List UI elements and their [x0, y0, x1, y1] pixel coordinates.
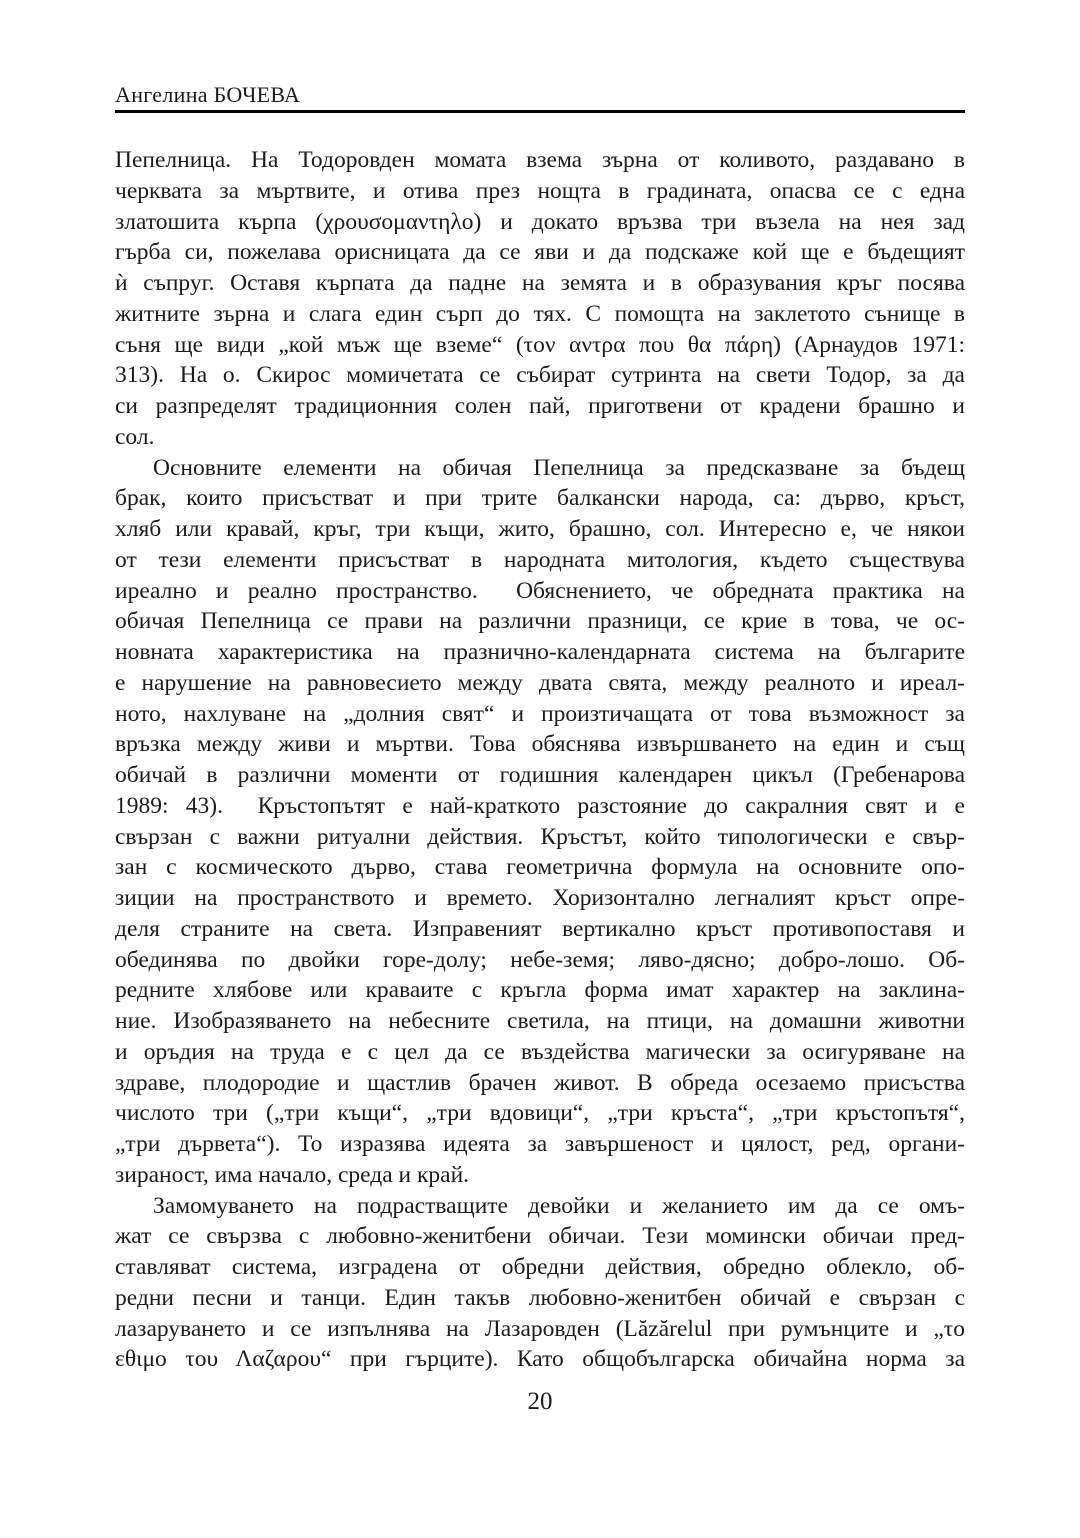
text-line: Основните елементи на обичая Пепелница за предсказване за бъдещ — [153, 454, 965, 481]
text-line: числото три („три къщи“, „три вдовици“, „три кръста“, „три кръстопътя“, — [115, 1100, 965, 1127]
text-line: връзка между живи и мъртви. Това обяснява извършването на един и същ — [115, 731, 965, 758]
text-line: обединява по двойки горе-долу; небе-земя; ляво-дясно; добро-лошо. Об- — [115, 946, 965, 973]
running-header-author: Ангелина БОЧЕВА — [115, 82, 301, 107]
text-line: и оръдия на труда е с цел да се въздейства магически за осигуряване на — [115, 1038, 965, 1065]
text-line: иреално и реално пространство. Обяснението, че обредната практика на — [115, 577, 965, 604]
text-line: здраве, плодородие и щастлив брачен живот. В обреда осезаемо присъства — [115, 1069, 965, 1096]
text-line: гърба си, пожелава орисницата да се яви и да подскаже кой ще е бъдещият — [115, 239, 965, 266]
text-line: свързан с важни ритуални действия. Кръстът, който типологически е свър- — [115, 823, 965, 850]
text-line: новната характеристика на празнично-календарната система на българите — [115, 639, 965, 665]
text-line: зан с космическото дърво, става геометрична формула на основните опо- — [115, 854, 965, 881]
text-line: е нарушение на равновесието между двата свята, между реалното и иреал- — [115, 669, 965, 696]
text-line: ното, нахлуване на „долния свят“ и произтичащата от това възможност за — [115, 700, 965, 727]
text-line: ставляват система, изградена от обредни действия, обредно облекло, об- — [115, 1254, 965, 1280]
text-line: обичая Пепелница се прави на различни празници, се крие в това, че ос- — [115, 608, 965, 635]
text-line: деля страните на света. Изправеният вертикално кръст противопоставя и — [115, 915, 965, 942]
text-line: зиции на пространството и времето. Хоризонтално легналият кръст опре- — [115, 885, 965, 911]
text-line: брак, които присъстват и при трите балкански народа, са: дърво, кръст, — [115, 485, 965, 512]
text-line: зираност, има начало, среда и край. — [115, 1161, 470, 1188]
text-line: житните зърна и слага един сърп до тях. С помощта на заклетото сънище в — [115, 300, 965, 327]
text-line: обичай в различни моменти от годишния календарен цикъл (Гребенарова — [115, 762, 965, 788]
text-line: 313). На о. Скирос момичетата се събират сутринта на свети Тодор, за да — [115, 362, 965, 389]
text-line: сол. — [115, 423, 155, 450]
text-line: златошита кърпа (χρουσομαντηλο) и докато връзва три възела на нея зад — [115, 208, 965, 235]
text-line: черквата за мъртвите, и отива през нощта в градината, опасва се с една — [115, 177, 965, 204]
text-line: ние. Изобразяването на небесните светила, на птици, на домашни животни — [115, 1008, 965, 1034]
text-line: си разпределят традиционния солен пай, приготвени от крадени брашно и — [115, 393, 965, 419]
header-rule — [115, 110, 965, 113]
text-line: ѝ съпруг. Оставя кърпата да падне на земята и в образувания кръг посява — [115, 270, 965, 296]
text-line: хляб или кравай, кръг, три къщи, жито, брашно, сол. Интересно е, че някои — [115, 516, 965, 542]
text-line: лазаруването и се изпълнява на Лазаровден (Lăzărelul при румънците и „το — [115, 1315, 965, 1342]
text-line: Замомуването на подрастващите девойки и желанието им да се омъ- — [153, 1192, 965, 1219]
text-line: жат се свързва с любовно-женитбени обичаи. Тези момински обичаи пред- — [115, 1223, 965, 1250]
text-line: 1989: 43). Кръстопътят е най-краткото разстояние до сакралния свят и е — [115, 792, 965, 819]
text-line: съня ще види „кой мъж ще вземе“ (τον αντρα που θα πάρη) (Арнаудов 1971: — [115, 331, 965, 358]
body-text — [115, 145, 965, 1375]
text-line: редни песни и танци. Един такъв любовно-женитбен обичай е свързан с — [115, 1284, 965, 1311]
text-line: εθιμο του Λαζαρου“ при гърците). Като общобългарска обичайна норма за — [115, 1346, 965, 1373]
text-line: редните хлябове или краваите с кръгла форма имат характер на заклина- — [115, 977, 965, 1004]
text-line: от тези елементи присъстват в народната митология, където съществува — [115, 546, 965, 573]
page-number: 20 — [527, 1388, 553, 1415]
text-line: „три дървета“). То изразява идеята за завършеност и цялост, ред, органи- — [115, 1131, 965, 1157]
text-line: Пепелница. На Тодоровден момата взема зърна от коливото, раздавано в — [115, 147, 965, 173]
